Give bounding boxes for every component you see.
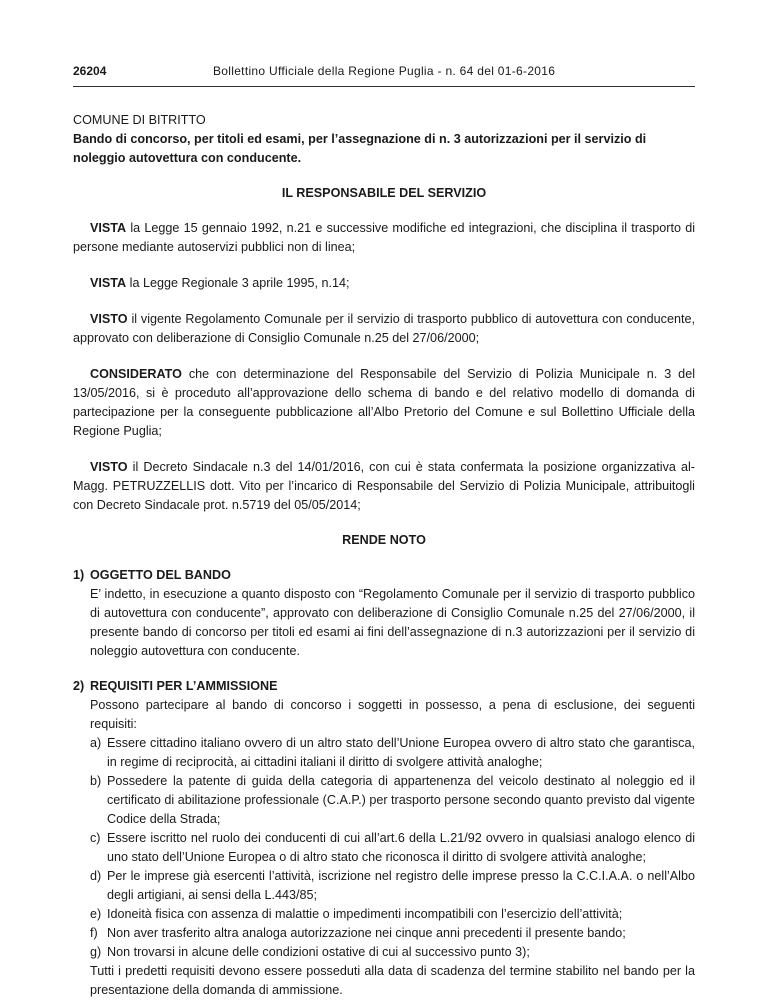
paragraph [73, 274, 695, 293]
page-header [73, 64, 695, 87]
paragraph-text: il vigente Regolamento Comunale per il servizio di trasporto pubblico di autovettura con conducente, approvato con deliberazione di Consiglio Comunale n.25 del 27/06/2000; [73, 312, 695, 345]
paragraph [73, 458, 695, 515]
section-body [90, 566, 695, 661]
paragraph-lead: VISTO [90, 460, 128, 474]
section-intro: Possono partecipare al bando di concorso i soggetti in possesso, a pena di esclusione, dei seguenti requisiti: [90, 698, 695, 731]
section-body [90, 677, 695, 1000]
list-item [90, 772, 695, 829]
list-item [90, 829, 695, 867]
commune-name: COMUNE DI BITRITTO [73, 113, 206, 127]
list-item [90, 943, 695, 962]
item-letter: a) [90, 736, 102, 750]
section-title: REQUISITI PER L’AMMISSIONE [90, 679, 278, 693]
item-letter: d) [90, 869, 102, 883]
item-text: Non aver trasferito altra analoga autorizzazione nei cinque anni precedenti il presente bando; [107, 926, 626, 940]
section-number: 1) [73, 568, 85, 582]
preamble [73, 219, 695, 515]
item-text: Per le imprese già esercenti l’attività, iscrizione nel registro delle imprese presso la C.C.I.A.A. o nell’Albo degli artigiani, ai sensi della L.443/85; [107, 869, 695, 902]
list-item [90, 905, 695, 924]
list-item [90, 924, 695, 943]
section-requisiti [73, 677, 695, 1000]
heading-responsabile: IL RESPONSABILE DEL SERVIZIO [281, 186, 487, 200]
section-oggetto [73, 566, 695, 661]
section-text: E’ indetto, in esecuzione a quanto disposto con “Regolamento Comunale per il servizio di trasporto pubblico di autovettura con conducente”, approvato con deliberazione di Consiglio Comunale n.25 del 27/06/2000, il presente bando di concorso per titoli ed esami ai fini dell’assegnazione di n.3 autorizzazioni per il servizio di noleggio autovettura con conducente. [90, 587, 695, 658]
section-title: OGGETTO DEL BANDO [90, 568, 231, 582]
paragraph-text: la Legge 15 gennaio 1992, n.21 e successive modifiche ed integrazioni, che disciplina il trasporto di persone mediante autoservizi pubblici non di linea; [73, 221, 695, 254]
list-item [90, 867, 695, 905]
paragraph-lead: VISTO [90, 312, 128, 326]
item-text: Possedere la patente di guida della categoria di appartenenza del veicolo destinato al noleggio ed il certificato di abilitazione professionale (C.A.P.) per trasporto persone secondo quanto previsto dal vigente Codice della Strada; [107, 774, 695, 826]
paragraph-text: che con determinazione del Responsabile del Servizio di Polizia Municipale n. 3 del 13/05/2016, si è proceduto all’approvazione dello schema di bando e del relativo modello di domanda di partecipazione per la conseguente pubblicazione all’Albo Pretorio del Comune e sul Bollettino Ufficiale della Regione Puglia; [73, 367, 695, 438]
item-letter: e) [90, 907, 102, 921]
paragraph [73, 365, 695, 441]
paragraph-lead: VISTA [90, 276, 127, 290]
paragraph-text: la Legge Regionale 3 aprile 1995, n.14; [126, 276, 350, 290]
paragraph [73, 310, 695, 348]
item-text: Essere cittadino italiano ovvero di un altro stato dell’Unione Europea ovvero di altro stato che garantisca, in regime di reciprocità, ai cittadini italiani il diritto di svolgere attività analoghe; [107, 736, 695, 769]
section-closing: Tutti i predetti requisiti devono essere posseduti alla data di scadenza del termine stabilito nel bando per la presentazione della domanda di ammissione. [90, 964, 695, 997]
document-page [73, 64, 695, 1000]
paragraph [73, 219, 695, 257]
section-number: 2) [73, 679, 85, 693]
heading-rende-noto: RENDE NOTO [342, 533, 426, 547]
item-letter: b) [90, 774, 102, 788]
document-body [73, 111, 695, 1000]
item-letter: f) [90, 926, 98, 940]
notice-title: Bando di concorso, per titoli ed esami, per l’assegnazione di n. 3 autorizzazioni per il servizio di noleggio autovettura con conducente. [73, 132, 647, 165]
paragraph-lead: CONSIDERATO [90, 367, 182, 381]
item-text: Essere iscritto nel ruolo dei conducenti di cui all’art.6 della L.21/92 ovvero in qualsiasi analogo elenco di uno stato dell’Unione Europea o di altro stato che riconosca il diritto di svolgere attività analoghe; [107, 831, 695, 864]
paragraph-text: il Decreto Sindacale n.3 del 14/01/2016, con cui è stata confermata la posizione organizzativa al-Magg. PETRUZZELLIS dott. Vito per l’incarico di Responsabile del Servizio di Polizia Municipale, attribuitogli con Decreto Sindacale prot. n.5719 del 05/05/2014; [73, 460, 695, 512]
item-text: Non trovarsi in alcune delle condizioni ostative di cui al successivo punto 3); [107, 945, 530, 959]
item-letter: c) [90, 831, 101, 845]
item-text: Idoneità fisica con assenza di malattie o impedimenti incompatibili con l’esercizio dell’attività; [107, 907, 623, 921]
page-number: 26204 [73, 64, 107, 78]
journal-title: Bollettino Ufficiale della Regione Puglia - n. 64 del 01-6-2016 [213, 64, 556, 78]
paragraph-lead: VISTA [90, 221, 127, 235]
item-letter: g) [90, 945, 102, 959]
list-item [90, 734, 695, 772]
